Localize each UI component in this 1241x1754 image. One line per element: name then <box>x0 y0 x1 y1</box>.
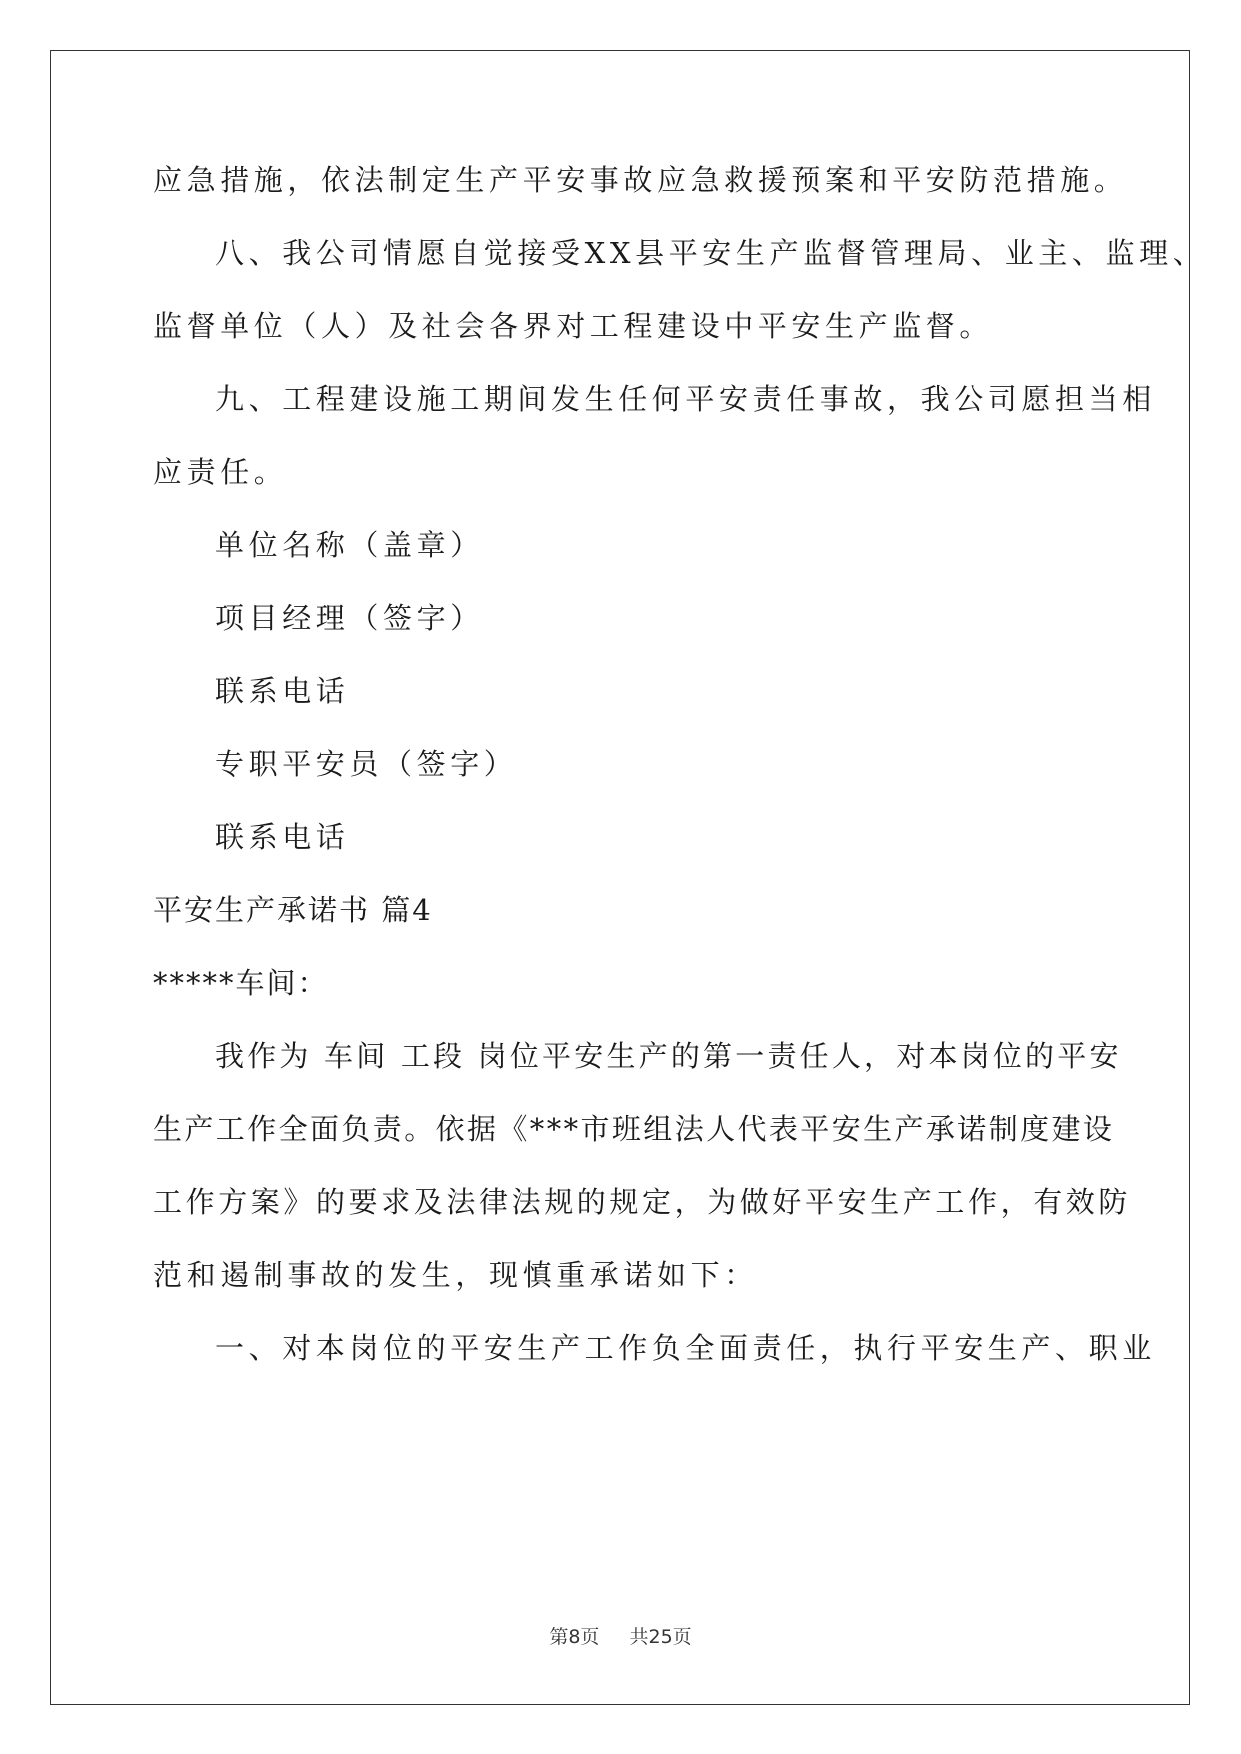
paragraph-line: 生产工作全面负责。依据《***市班组法人代表平安生产承诺制度建设 <box>153 1112 1115 1146</box>
page-total: 共25页 <box>629 1626 692 1648</box>
paragraph-line: 八、我公司情愿自觉接受XX县平安生产监督管理局、业主、监理、 <box>215 236 1207 270</box>
paragraph-line: 工作方案》的要求及法律法规的规定，为做好平安生产工作，有效防 <box>153 1185 1132 1219</box>
paragraph-line: 九、工程建设施工期间发生任何平安责任事故，我公司愿担当相 <box>215 382 1156 416</box>
salutation: *****车间： <box>153 966 329 1000</box>
paragraph-line: 应急措施，依法制定生产平安事故应急救援预案和平安防范措施。 <box>153 163 1128 197</box>
page-number: 第8页 <box>549 1626 600 1648</box>
section-heading: 平安生产承诺书 篇4 <box>153 893 433 927</box>
page-border <box>50 50 1190 1705</box>
signature-field-safety-officer: 专职平安员（签字） <box>215 747 518 781</box>
signature-field-phone: 联系电话 <box>215 674 350 708</box>
paragraph-line: 范和遏制事故的发生，现慎重承诺如下： <box>153 1258 758 1292</box>
paragraph-line: 监督单位（人）及社会各界对工程建设中平安生产监督。 <box>153 309 994 343</box>
signature-field-unit: 单位名称（盖章） <box>215 528 484 562</box>
page-footer <box>0 1622 1241 1649</box>
paragraph-line: 应责任。 <box>153 455 288 489</box>
paragraph-line: 一、对本岗位的平安生产工作负全面责任，执行平安生产、职业 <box>215 1331 1156 1365</box>
paragraph-line: 我作为 车间 工段 岗位平安生产的第一责任人，对本岗位的平安 <box>215 1039 1122 1073</box>
signature-field-manager: 项目经理（签字） <box>215 601 484 635</box>
signature-field-phone: 联系电话 <box>215 820 350 854</box>
